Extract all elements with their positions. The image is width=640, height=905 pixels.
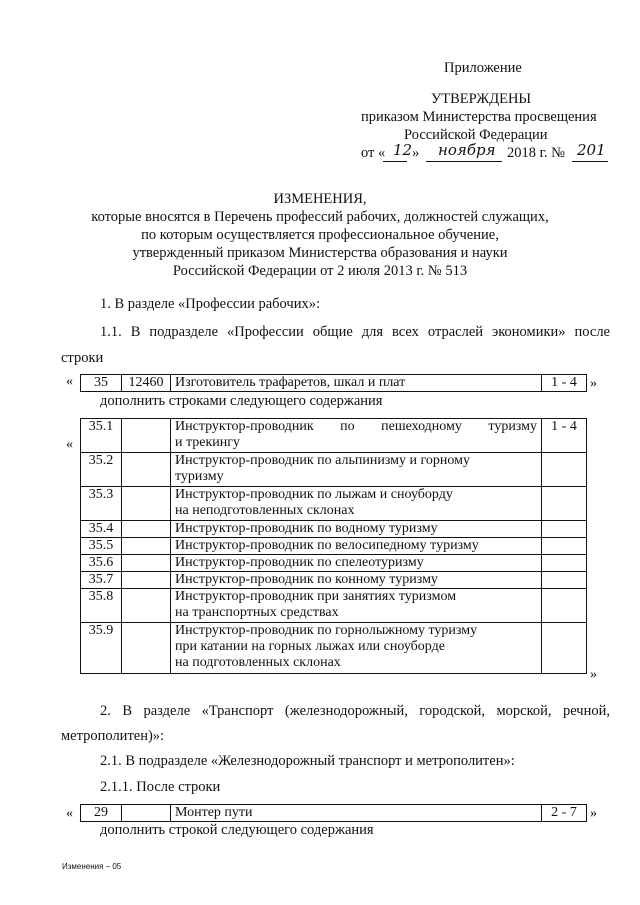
row-code [122,538,171,555]
table-row [81,521,587,538]
table-row [81,572,587,589]
row-code [122,572,171,589]
new-rows-table [80,418,587,674]
table-row [81,487,587,521]
table-row [81,805,587,822]
table-row [81,538,587,555]
order-number-underline [572,161,608,162]
row-range [542,589,587,623]
table-row [81,419,587,453]
order-line-2: Российской Федерации [404,127,548,143]
subsection-1-1-line-1: 1.1. В подразделе «Профессии общие для всех отраслей экономики» после [100,324,610,340]
row-range [542,453,587,487]
row-range [542,538,587,555]
row-number: 35.6 [81,555,122,572]
row-number: 35.3 [81,487,122,521]
open-quote: « [66,806,73,821]
date-month-underline [426,161,502,162]
close-quote: » [590,376,597,391]
row-profession: Монтер пути [171,805,542,822]
row-code [122,453,171,487]
row-number: 35.5 [81,538,122,555]
row-number: 35.1 [81,419,122,453]
row-profession: Инструктор-проводник по спелеотуризму [171,555,542,572]
reference-row-table-2 [80,804,587,822]
row-range [542,572,587,589]
section-2-line-1: 2. В разделе «Транспорт (железнодорожный, городской, морской, речной, [100,703,610,719]
section-1-paragraph: 1. В разделе «Профессии рабочих»: [100,296,321,312]
order-number: 201 [577,141,606,159]
row-number: 35.8 [81,589,122,623]
doc-heading: ИЗМЕНЕНИЯ, [273,191,367,207]
row-code [122,623,171,674]
row-number: 29 [81,805,122,822]
row-code [122,555,171,572]
row-profession: Инструктор-проводник по велосипедному туризму [171,538,542,555]
row-code [122,589,171,623]
table-row [81,375,587,392]
date-day: 12 [393,141,413,159]
row-profession: Инструктор-проводник по альпинизму и горному туризму [171,453,542,487]
close-quote: » [590,667,597,682]
row-code: 12460 [122,375,171,392]
date-day-underline [383,161,407,162]
close-quote: » [590,806,597,821]
date-mid: » [412,145,420,161]
row-range: 1 - 4 [542,375,587,392]
row-range [542,521,587,538]
row-number: 35.7 [81,572,122,589]
row-number: 35.2 [81,453,122,487]
page-footer: Изменения – 05 [62,862,122,871]
approved-label: УТВЕРЖДЕНЫ [431,91,532,107]
row-profession: Инструктор-проводник по лыжам и сноуборду на неподготовленных склонах [171,487,542,521]
row-code [122,419,171,453]
doc-title-line-3: утвержденный приказом Министерства образования и науки [132,245,508,261]
row-code [122,805,171,822]
order-line-1: приказом Министерства просвещения [361,109,597,125]
date-year: 2018 г. № [507,145,566,161]
doc-title-line-4: Российской Федерации от 2 июля 2013 г. № 513 [172,263,468,279]
row-number: 35.4 [81,521,122,538]
subsection-1-1-line-2: строки [61,350,104,366]
row-code [122,487,171,521]
table-row [81,623,587,674]
table-row [81,555,587,572]
row-number: 35 [81,375,122,392]
appendix-label: Приложение [444,60,522,76]
row-profession: Изготовитель трафаретов, шкал и плат [171,375,542,392]
open-quote: « [66,437,73,452]
row-range: 2 - 7 [542,805,587,822]
row-range: 1 - 4 [542,419,587,453]
row-code [122,521,171,538]
row-profession: Инструктор-проводник по водному туризму [171,521,542,538]
row-profession: Инструктор-проводник по пешеходному туризму и трекингу [171,419,542,453]
subsection-2-1: 2.1. В подразделе «Железнодорожный транспорт и метрополитен»: [100,753,515,769]
doc-title-line-2: по которым осуществляется профессиональное обучение, [141,227,499,243]
row-range [542,487,587,521]
row-range [542,623,587,674]
row-range [542,555,587,572]
row-profession: Инструктор-проводник при занятиях туризмом на транспортных средствах [171,589,542,623]
table-row [81,453,587,487]
supplement-rows-caption: дополнить строками следующего содержания [100,393,383,409]
section-2-line-2: метрополитен)»: [61,728,165,744]
date-month: ноября [438,141,496,159]
row-number: 35.9 [81,623,122,674]
open-quote: « [66,374,73,389]
subsection-2-1-1: 2.1.1. После строки [100,779,221,795]
table-row [81,589,587,623]
doc-title-line-1: которые вносятся в Перечень профессий рабочих, должностей служащих, [91,209,549,225]
reference-row-table-1 [80,374,587,392]
row-profession: Инструктор-проводник по конному туризму [171,572,542,589]
supplement-row-caption: дополнить строкой следующего содержания [100,822,374,838]
date-prefix: от « [361,145,386,161]
row-profession: Инструктор-проводник по горнолыжному туризму при катании на горных лыжах или сноуборде на подготовленных склонах [171,623,542,674]
